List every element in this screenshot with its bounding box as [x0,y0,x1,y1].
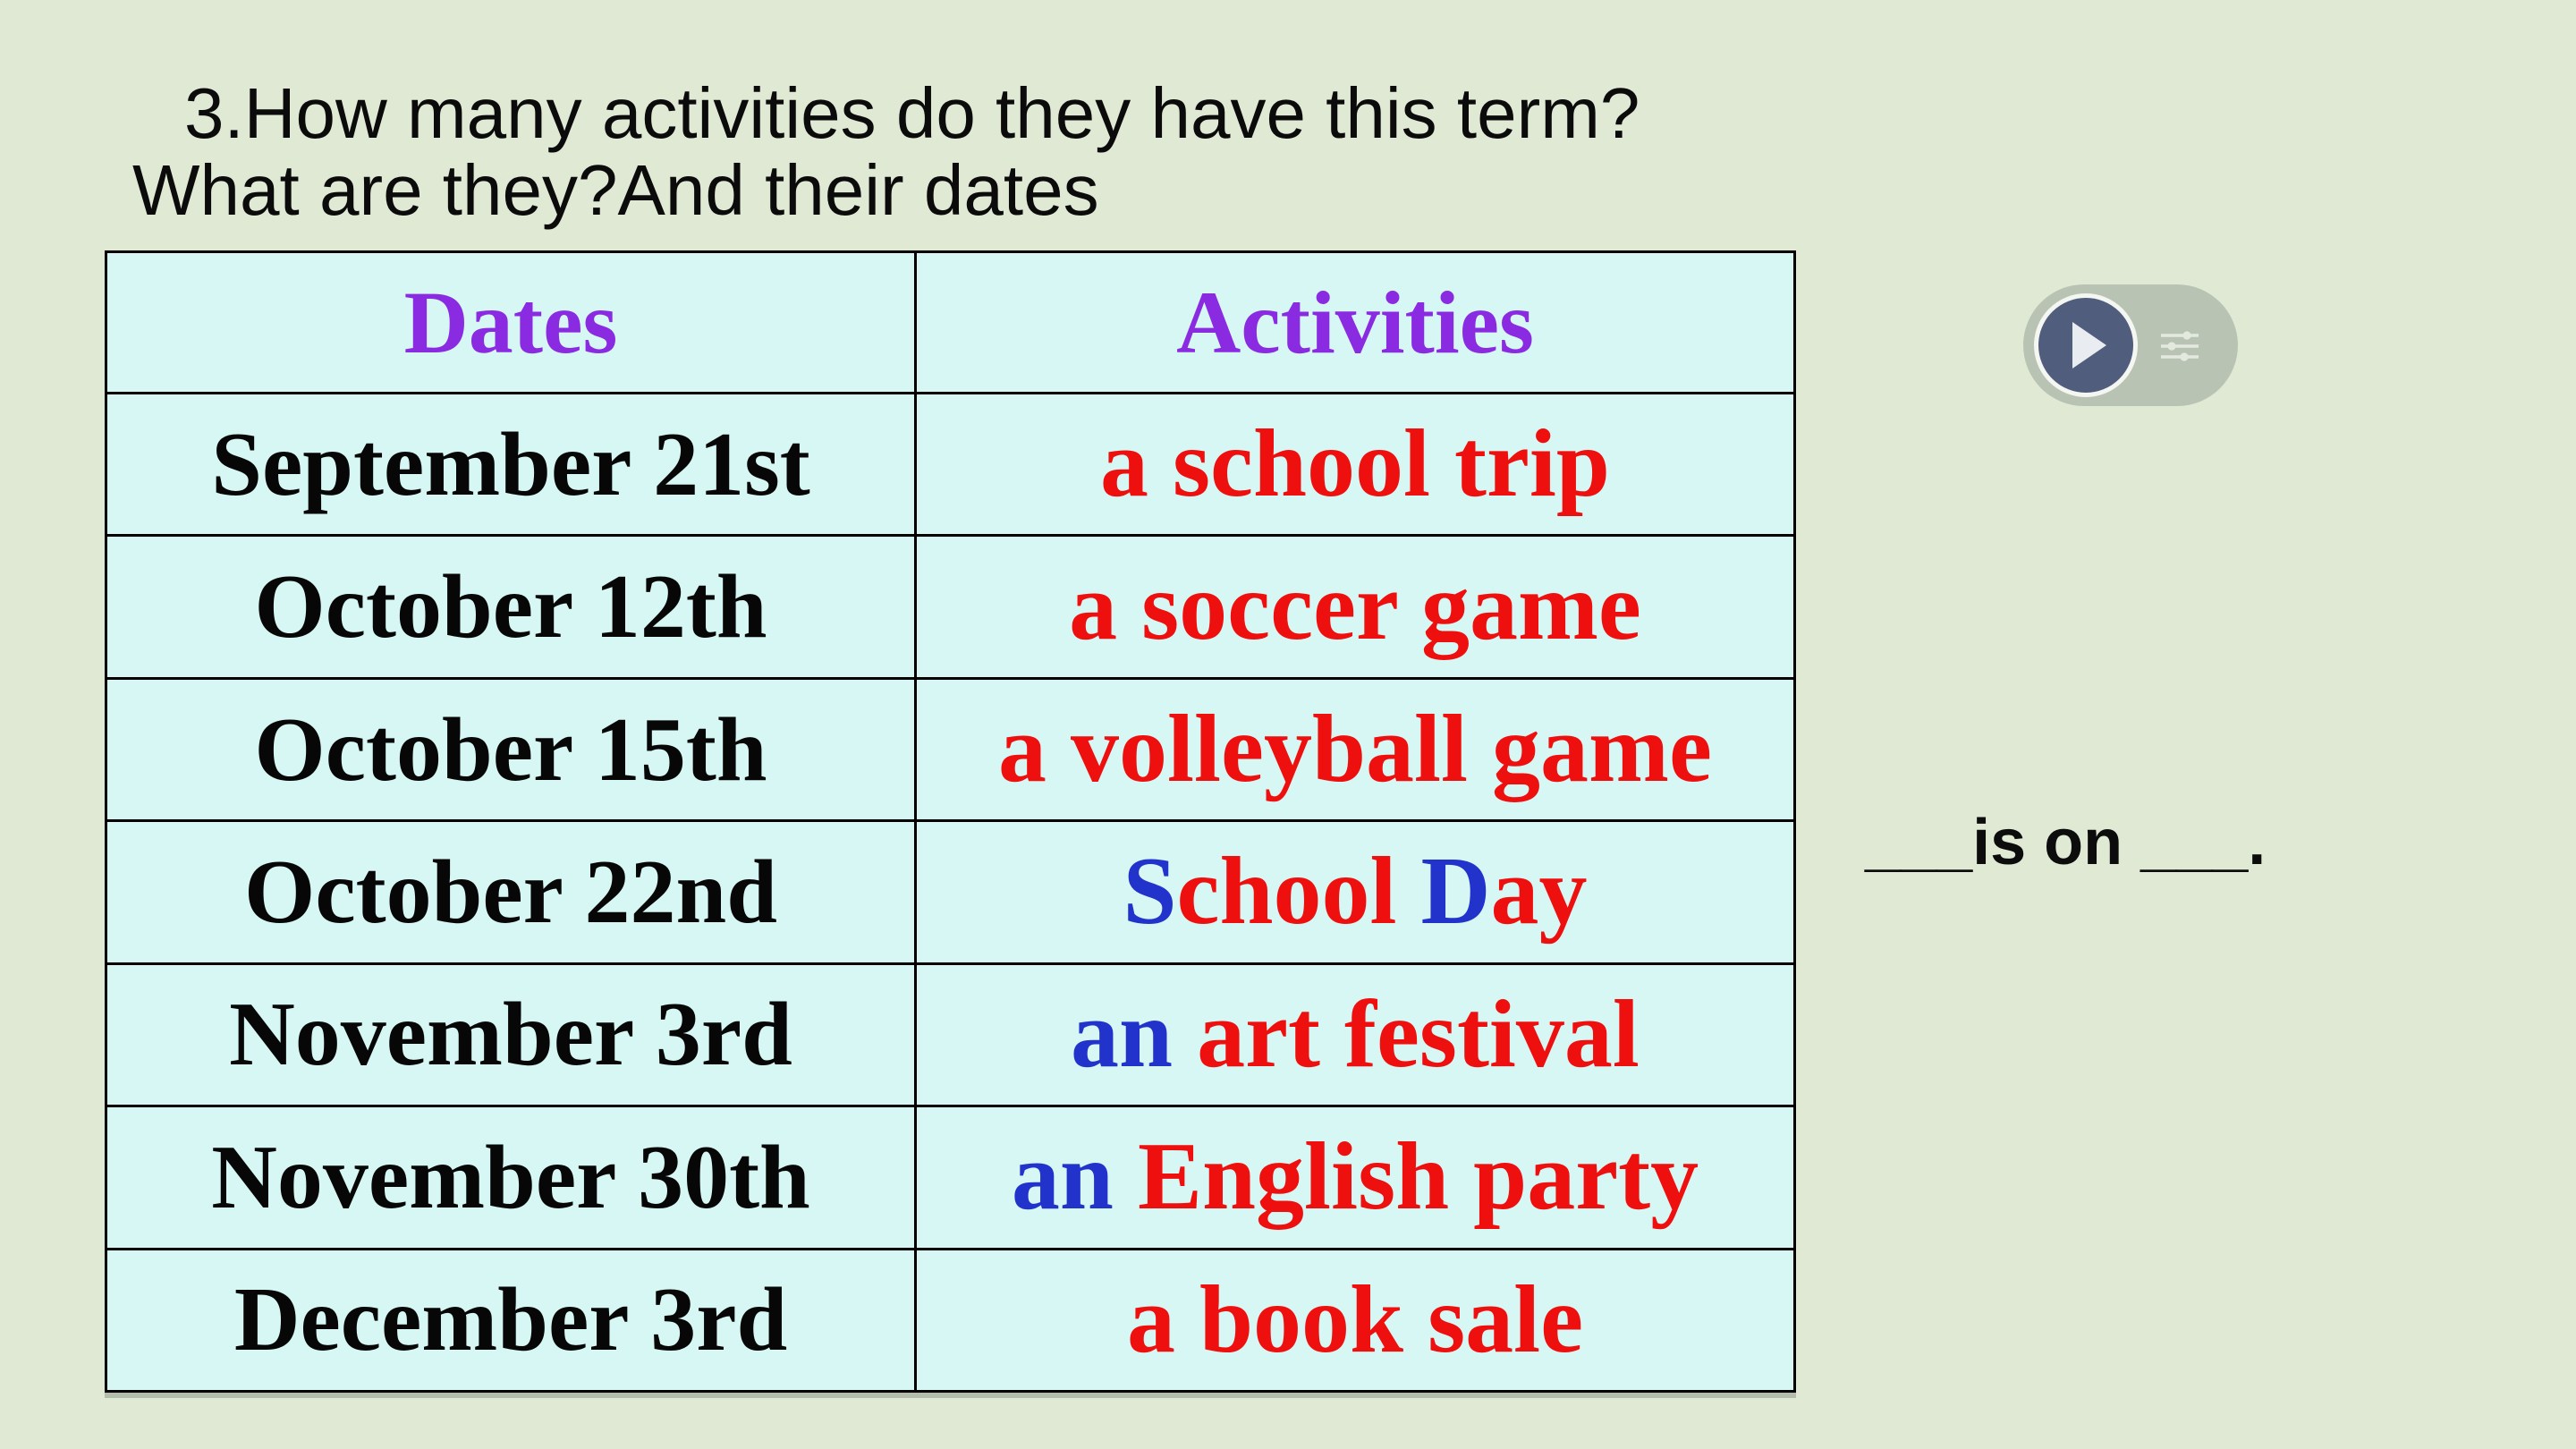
question-line-1: 3.How many activities do they have this term? [184,73,1640,153]
activity-text-segment: an [1011,1123,1114,1231]
media-player-pill[interactable] [2023,284,2238,406]
table-row [106,1106,1795,1249]
activity-cell [916,1106,1795,1249]
playback-settings-icon[interactable] [2159,329,2200,363]
header-row [106,252,1795,394]
activity-text-segment: an [1071,980,1174,1088]
activity-text-segment: a school trip [1099,411,1610,518]
date-cell: September 21st [106,394,916,536]
table-row [106,821,1795,963]
table-row [106,536,1795,678]
activity-text-segment: ay [1490,838,1588,945]
table-row [106,678,1795,820]
activities-table [105,250,1796,1393]
activity-cell [916,1249,1795,1391]
table-row [106,963,1795,1106]
activity-text-segment: chool [1176,838,1421,945]
dates-column-header: Dates [106,252,916,394]
activity-cell [916,963,1795,1106]
date-cell: October 15th [106,678,916,820]
activity-text-segment: English party [1113,1123,1699,1231]
lesson-question [132,75,1640,229]
table-row [106,394,1795,536]
activities-column-header: Activities [916,252,1795,394]
date-cell: October 22nd [106,821,916,963]
activity-text-segment: a soccer game [1069,553,1641,660]
activity-cell [916,678,1795,820]
activity-cell [916,821,1795,963]
play-button[interactable] [2034,293,2138,397]
activity-text-segment: a book sale [1126,1266,1584,1373]
date-cell: November 30th [106,1106,916,1249]
question-line-2: What are they?And their dates [132,150,1099,230]
sentence-frame: ___is on ___. [1865,807,2267,878]
activity-text-segment: D [1420,838,1491,945]
activity-text-segment: art festival [1173,980,1640,1088]
date-cell: December 3rd [106,1249,916,1391]
table-row [106,1249,1795,1391]
date-cell: November 3rd [106,963,916,1106]
activity-cell [916,536,1795,678]
activity-text-segment: a volleyball game [998,696,1712,803]
activity-text-segment: S [1123,838,1177,945]
play-icon [2072,322,2106,369]
date-cell: October 12th [106,536,916,678]
activity-cell [916,394,1795,536]
